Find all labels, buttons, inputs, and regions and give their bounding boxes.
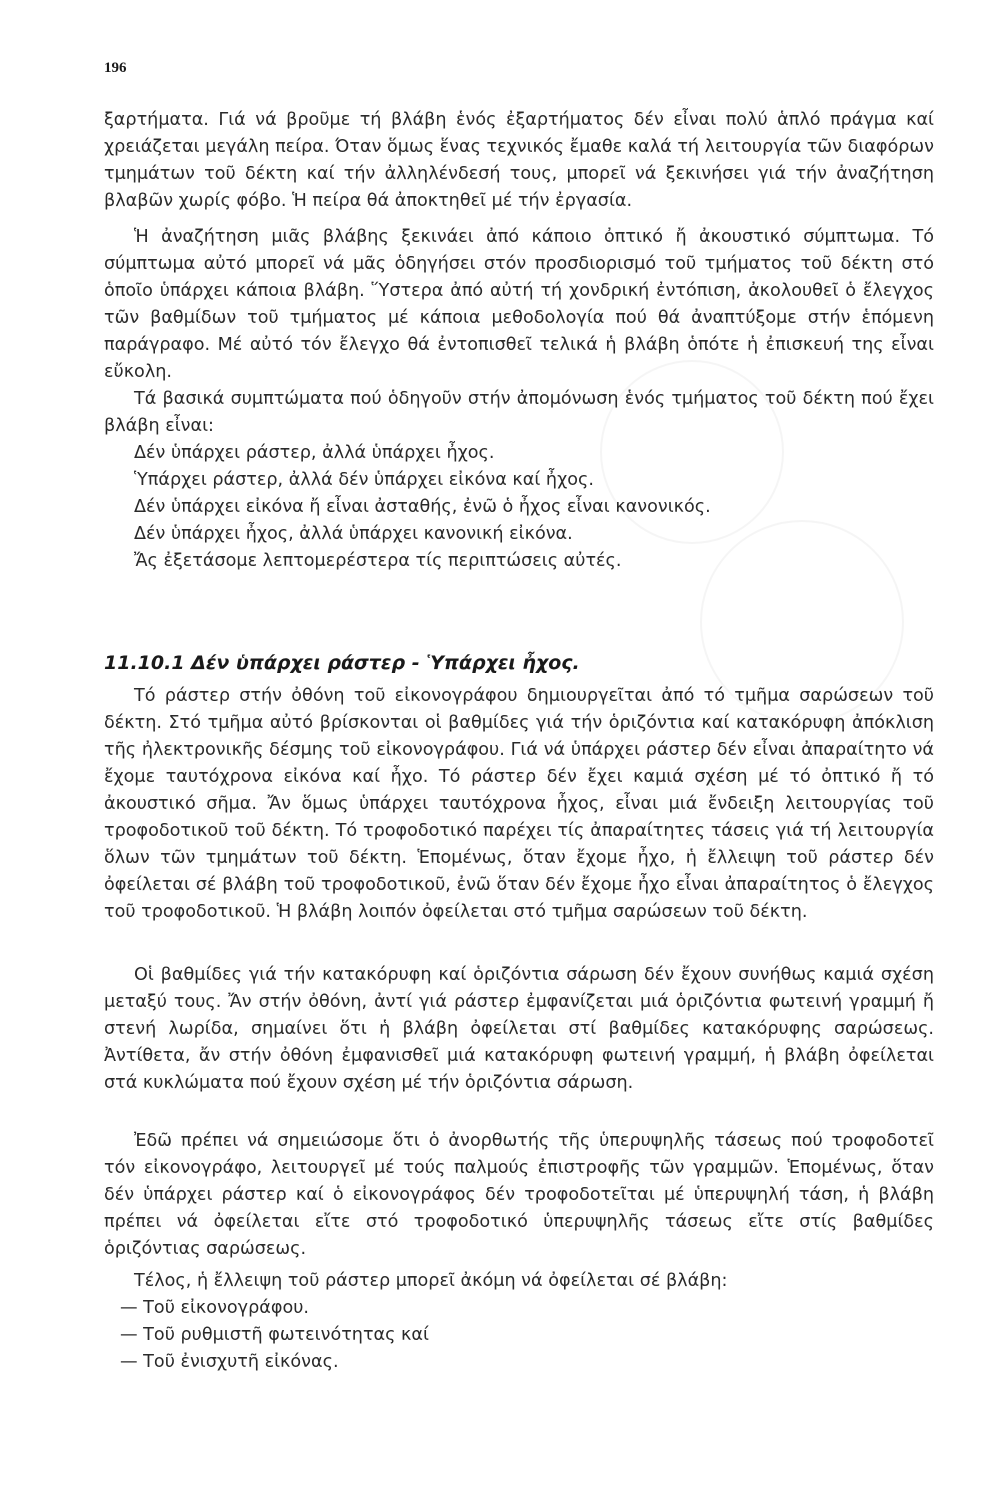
intro-paragraph-1: ξαρτήματα. Γιά νά βροῦμε τή βλάβη ἑνός ἐξαρτήματος δέν εἶναι πολύ ἁπλό πράγμα καί χρειάζεται μεγάλη πείρα. Όταν ὅμως ἕνας τεχνικός ἔμαθε καλά τή λειτουργία τῶν διαφόρων τμημάτων τοῦ δέκτη καί τήν ἀλληλένδεσή τους, μπορεῖ νά ξεκινήσει γιά τήν ἀναζήτηση βλαβῶν χωρίς φόβο. Ἡ πείρα θά ἀποκτηθεῖ μέ τήν ἐργασία.	[104, 110, 934, 211]
symptom-item: Δέν ὑπάρχει ἦχος, ἀλλά ὑπάρχει κανονική εἰκόνα.	[134, 524, 573, 544]
section-paragraph-1: Τό ράστερ στήν ὀθόνη τοῦ εἰκονογράφου δημιουργεῖται ἀπό τό τμῆμα σαρώσεων τοῦ δέκτη. Στό τμῆμα αὐτό βρίσκονται οἱ βαθμίδες γιά τήν ὁριζόντια καί κατακόρυφη ἀπόκλιση τῆς ἠλεκτρονικῆς δέσμης τοῦ εἰκονογράφου. Γιά νά ὑπάρχει ράστερ δέν εἶναι ἀπαραίτητο νά ἔχομε ταυτόχρονα εἰκόνα καί ἦχο. Τό ράστερ δέν ἔχει καμιά σχέση μέ τό ὀπτικό ἤ τό ἀκουστικό σῆμα. Ἄν ὅμως ὑπάρχει ταυτόχρονα ἦχος, εἶναι μιά ἔνδειξη λειτουργίας τοῦ τροφοδοτικοῦ τοῦ δέκτη. Τό τροφοδοτικό παρέχει τίς ἀπαραίτητες τάσεις γιά τή λειτουργία ὅλων τῶν τμημάτων τοῦ δέκτη. Ἑπομένως, ὅταν ἔχομε ἦχο, ἡ ἔλλειψη τοῦ ράστερ δέν ὀφείλεται σέ βλάβη τοῦ τροφοδοτικοῦ, ἐνῶ ὅταν δέν ἔχομε ἦχο εἶναι ἀπαραίτητος ὁ ἔλεγχος τοῦ τροφοδοτικοῦ. Ἡ βλάβη λοιπόν ὀφείλεται στό τμῆμα σαρώσεων τοῦ δέκτη.	[104, 686, 934, 922]
intro-paragraph-2: Ἡ ἀναζήτηση μιᾶς βλάβης ξεκινάει ἀπό κάποιο ὀπτικό ἤ ἀκουστικό σύμπτωμα. Τό σύμπτωμα αὐτό μπορεῖ νά μᾶς ὁδηγήσει στόν προσδιορισμό τοῦ τμήματος τοῦ δέκτη στό ὁποῖο ὑπάρχει κάποια βλάβη. Ὕστερα ἀπό αὐτή τή χονδρική ἐντόπιση, ἀκολουθεῖ ὁ ἔλεγχος τῶν βαθμίδων τοῦ τμήματος μέ κάποια μεθοδολογία πού θά ἀναπτύξομε στήν ἑπόμενη παράγραφο. Μέ αὐτό τόν ἔλεγχο θά ἐντοπισθεῖ τελικά ἡ βλάβη ὁπότε ἡ ἐπισκευή της εἶναι εὔκολη.	[104, 227, 934, 382]
symptom-item: Δέν ὑπάρχει ράστερ, ἀλλά ὑπάρχει ἦχος.	[134, 443, 495, 463]
symptom-item: Ὑπάρχει ράστερ, ἀλλά δέν ὑπάρχει εἰκόνα καί ἦχος.	[134, 470, 594, 490]
section-paragraph-3: Ἐδῶ πρέπει νά σημειώσομε ὅτι ὁ ἀνορθωτής τῆς ὑπερυψηλῆς τάσεως πού τροφοδοτεῖ τόν εἰκονογράφο, λειτουργεῖ μέ τούς παλμούς ἐπιστροφῆς τῶν γραμμῶν. Ἑπομένως, ὅταν δέν ὑπάρχει ράστερ καί ὁ εἰκονογράφος δέν τροφοδοτεῖται μέ ὑπερυψηλή τάση, ἡ βλάβη πρέπει νά ὀφείλεται εἴτε στό τροφοδοτικό ὑπερυψηλῆς τάσεως εἴτε στίς βαθμίδες ὁριζόντιας σαρώσεως.	[104, 1131, 934, 1259]
intro-paragraph-3: Τά βασικά συμπτώματα πού ὁδηγοῦν στήν ἀπομόνωση ἑνός τμήματος τοῦ δέκτη πού ἔχει βλάβη εἶναι:	[104, 389, 934, 436]
section-paragraph-2: Οἱ βαθμίδες γιά τήν κατακόρυφη καί ὁριζόντια σάρωση δέν ἔχουν συνήθως καμιά σχέση μεταξύ τους. Ἄν στήν ὀθόνη, ἀντί γιά ράστερ ἐμφανίζεται μιά ὁριζόντια φωτεινή γραμμή ἤ στενή λωρίδα, σημαίνει ὅτι ἡ βλάβη ὀφείλεται στί βαθμίδες κατακόρυφης σαρώσεως. Ἀντίθετα, ἄν στήν ὀθόνη ἐμφανισθεῖ μιά κατακόρυφη φωτεινή γραμμή, ἡ βλάβη ὀφείλεται στά κυκλώματα πού ἔχουν σχέση μέ τήν ὁριζόντια σάρωση.	[104, 965, 934, 1093]
cause-item: — Τοῦ ἐνισχυτῆ εἰκόνας.	[120, 1352, 339, 1372]
section-paragraph-4: Τέλος, ἡ ἔλλειψη τοῦ ράστερ μπορεῖ ἀκόμη νά ὀφείλεται σέ βλάβη:	[134, 1271, 728, 1291]
cause-item: — Τοῦ εἰκονογράφου.	[120, 1298, 309, 1318]
symptom-item: Δέν ὑπάρχει εἰκόνα ἤ εἶναι ἀσταθής, ἐνῶ ὁ ἦχος εἶναι κανονικός.	[134, 497, 711, 517]
transition-sentence: Ἄς ἐξετάσομε λεπτομερέστερα τίς περιπτώσεις αὐτές.	[134, 551, 622, 571]
section-heading: 11.10.1 Δέν ὑπάρχει ράστερ - Ὑπάρχει ἦχος.	[104, 652, 580, 674]
page-number: 196	[104, 60, 127, 76]
cause-item: — Τοῦ ρυθμιστῆ φωτεινότητας καί	[120, 1325, 429, 1345]
